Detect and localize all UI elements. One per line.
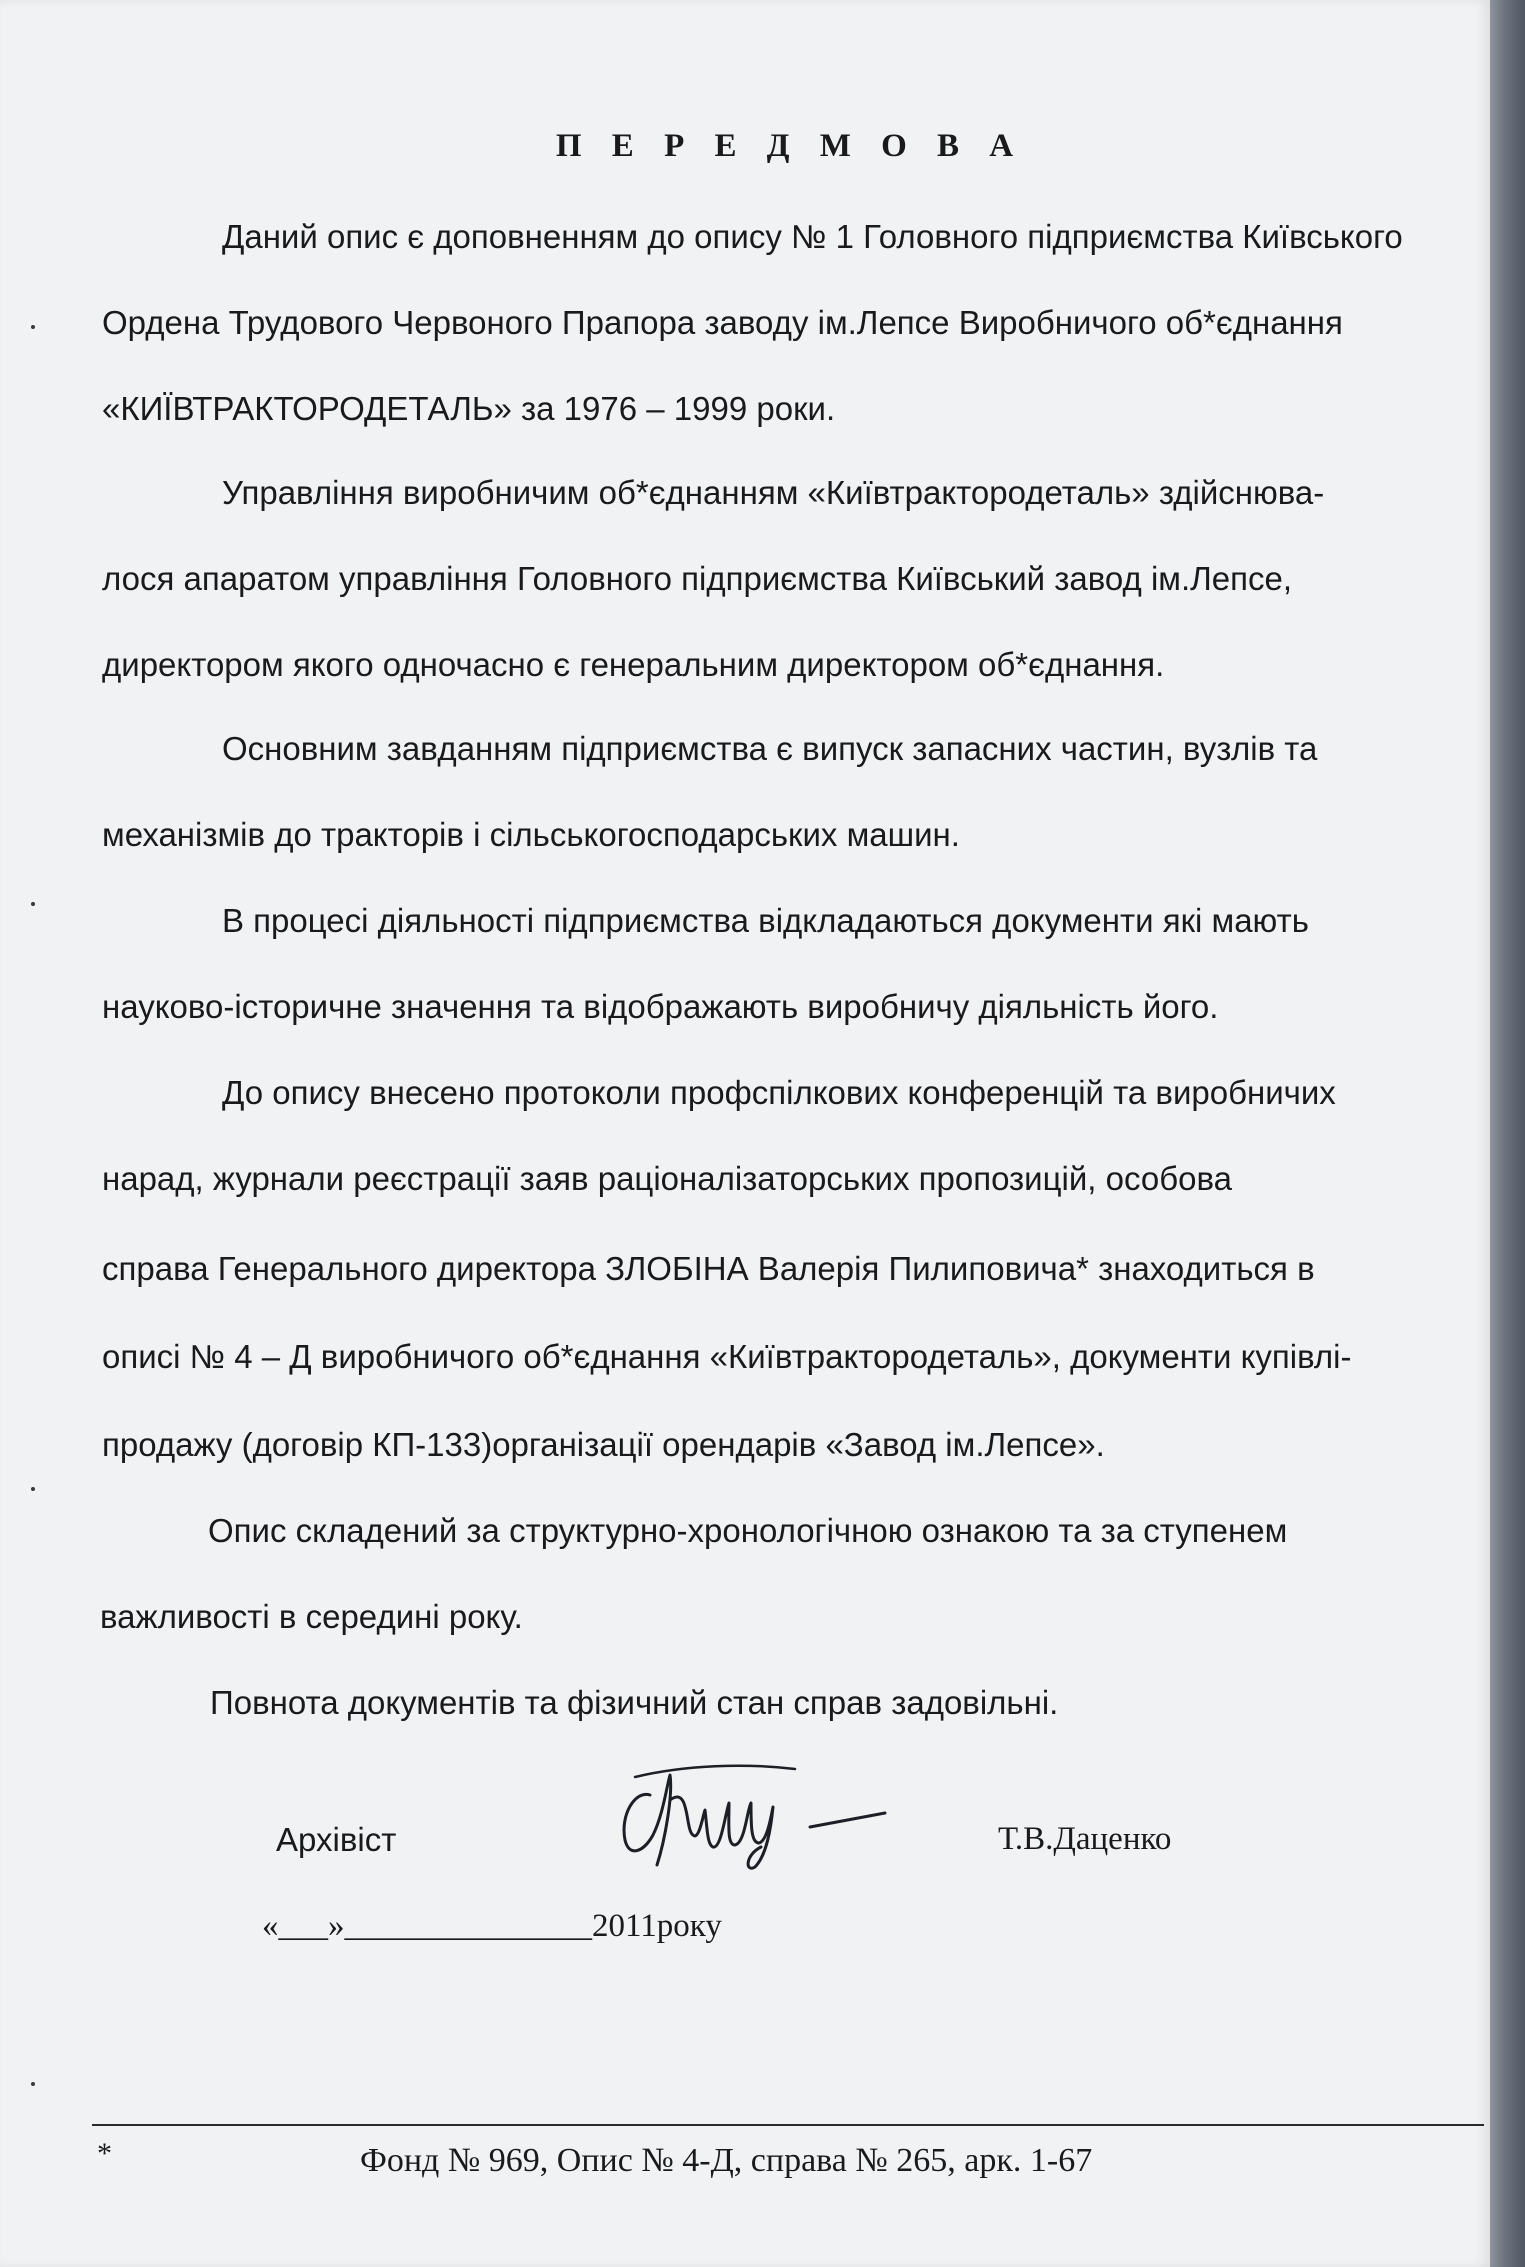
punch-hole-mark [31,2082,35,2086]
paragraph-1-line-3: «КИЇВТРАКТОРОДЕТАЛЬ» за 1976 – 1999 роки. [102,390,836,427]
paragraph-5-line-3: справа Генерального директора ЗЛОБІНА Валерія Пилиповича* знаходиться в [102,1250,1315,1287]
signature-date-line: «___»_______________2011року [262,1908,722,1944]
paragraph-3-line-2: механізмів до тракторів і сільськогосподарських машин. [102,816,960,853]
paragraph-5-line-4: описі № 4 – Д виробничого об*єднання «Київтрактородеталь», документи купівлі- [102,1338,1352,1375]
paragraph-2-line-2: лося апаратом управління Головного підприємства Київський завод ім.Лепсе, [102,560,1293,597]
footnote-text: Фонд № 969, Опис № 4-Д, справа № 265, арк. 1-67 [360,2142,1093,2179]
paragraph-6-line-2: важливості в середині року. [100,1598,523,1635]
paragraph-1-line-2: Ордена Трудового Червоного Прапора заводу ім.Лепсе Виробничого об*єднання [102,304,1343,341]
paragraph-5-line-2: нарад, журнали реєстрації заяв раціоналізаторських пропозицій, особова [102,1160,1232,1197]
paragraph-7-line-1: Повнота документів та фізичний стан справ задовільні. [210,1684,1059,1721]
paragraph-5-line-5: продажу (договір КП-133)організації орендарів «Завод ім.Лепсе». [102,1426,1105,1463]
binding-edge [1490,0,1525,2267]
paragraph-4-line-1: В процесі діяльності підприємства відкладаються документи які мають [222,902,1309,939]
footnote-marker: * [97,2137,112,2170]
signature-role: Архівіст [276,1821,397,1858]
punch-hole-mark [31,325,35,329]
punch-hole-mark [31,1487,35,1491]
paragraph-3-line-1: Основним завданням підприємства є випуск запасних частин, вузлів та [222,730,1318,767]
paragraph-5-line-1: До опису внесено протоколи профспілкових конференцій та виробничих [222,1074,1336,1111]
document-title: П Е Р Е Д М О В А [555,128,1025,164]
paragraph-2-line-1: Управління виробничим об*єднанням «Київтрактородеталь» здійснюва- [222,474,1325,511]
paragraph-1-line-1: Даний опис є доповненням до опису № 1 Головного підприємства Київського [222,218,1403,255]
paragraph-4-line-2: науково-історичне значення та відображають виробничу діяльність його. [102,988,1219,1025]
punch-hole-mark [31,902,35,906]
footnote-separator [92,2124,1484,2126]
handwritten-signature [595,1755,895,1875]
paragraph-6-line-1: Опис складений за структурно-хронологічною ознакою та за ступенем [208,1512,1288,1549]
signature-name: Т.В.Даценко [998,1821,1172,1857]
paragraph-2-line-3: директором якого одночасно є генеральним директором об*єднання. [102,646,1165,683]
